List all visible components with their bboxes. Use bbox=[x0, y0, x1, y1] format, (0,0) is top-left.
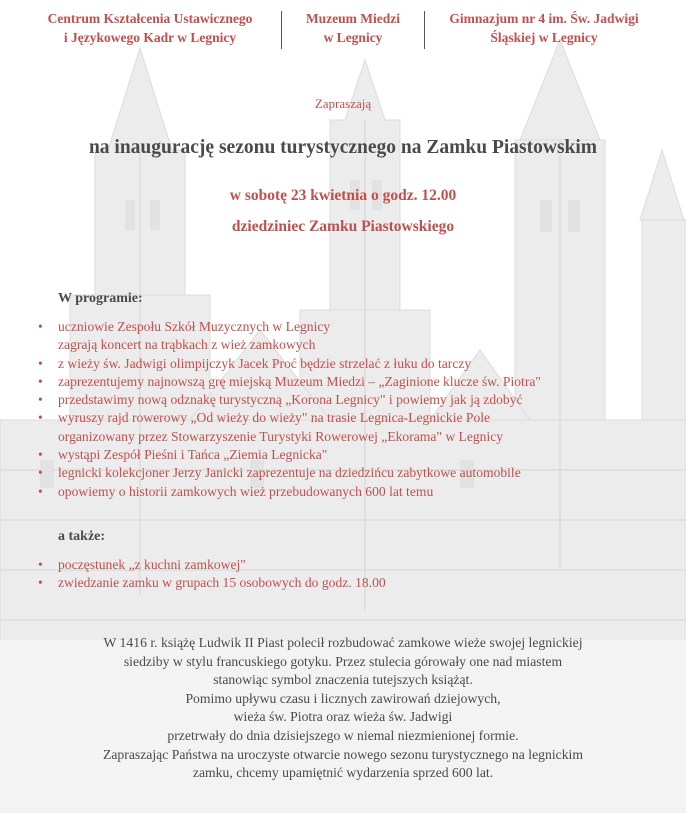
program-item-text: przedstawimy nową odznakę turystyczną „Korona Legnicy" i powiemy jak ją zdobyć bbox=[58, 392, 523, 408]
history-paragraph bbox=[0, 634, 686, 783]
bullet-icon: • bbox=[38, 557, 43, 572]
organizer-gimnazjum-line1: Gimnazjum nr 4 im. Św. Jadwigi bbox=[449, 11, 639, 26]
bullet-icon: • bbox=[38, 483, 43, 499]
event-datetime: w sobotę 23 kwietnia o godz. 12.00 bbox=[229, 187, 457, 204]
program-item bbox=[38, 446, 678, 464]
also-item bbox=[38, 556, 678, 574]
organizer-muzeum-line2: w Legnicy bbox=[323, 30, 383, 45]
event-headline: na inaugurację sezonu turystycznego na Zamku Piastowskim bbox=[88, 137, 598, 158]
header-divider bbox=[424, 11, 425, 49]
also-item-text: zwiedzanie zamku w grupach 15 osobowych do godz. 18.00 bbox=[58, 575, 386, 591]
program-item-text: zaprezentujemy najnowszą grę miejską Muzeum Miedzi – „Zaginione klucze św. Piotra" bbox=[58, 373, 541, 389]
program-item bbox=[38, 391, 678, 409]
program-item-text: wyruszy rajd rowerowy „Od wieży do wieży" na trasie Legnica-Legnickie Pole bbox=[58, 410, 491, 426]
organizer-ckukjk-line2: i Językowego Kadr w Legnicy bbox=[63, 30, 237, 45]
history-line: Zapraszając Państwa na uroczyste otwarcie nowego sezonu turystycznego na legnickim bbox=[102, 746, 584, 762]
event-venue: dziedziniec Zamku Piastowskiego bbox=[231, 218, 455, 235]
program-item bbox=[38, 373, 678, 391]
program-item-text-cont: zagrają koncert na trąbkach z wież zamkowych bbox=[58, 337, 316, 353]
program-item bbox=[38, 355, 678, 373]
program-item bbox=[38, 483, 678, 501]
history-line: Pomimo upływu czasu i licznych zawirowań dziejowych, bbox=[185, 690, 501, 706]
header-divider bbox=[281, 11, 282, 49]
organizer-muzeum-line1: Muzeum Miedzi bbox=[305, 11, 401, 26]
program-heading: W programie: bbox=[58, 291, 143, 306]
history-line: W 1416 r. książę Ludwik II Piast polecił rozbudować zamkowe wieże swojej legnickiej bbox=[103, 635, 583, 650]
also-item-text: poczęstunek „z kuchni zamkowej" bbox=[58, 557, 246, 572]
bullet-icon: • bbox=[38, 355, 43, 371]
organizer-ckukjk-line1: Centrum Kształcenia Ustawicznego bbox=[47, 11, 253, 26]
also-item bbox=[38, 574, 678, 592]
history-line: przetrwały do dnia dzisiejszego w niemal niezmienionej formie. bbox=[167, 727, 519, 743]
program-item bbox=[38, 464, 678, 482]
program-item-text: opowiemy o historii zamkowych wież przebudowanych 600 lat temu bbox=[58, 483, 434, 499]
program-item-text: uczniowie Zespołu Szkół Muzycznych w Legnicy bbox=[58, 319, 331, 334]
program-item-text: wystąpi Zespół Pieśni i Tańca „Ziemia Legnicka" bbox=[58, 447, 328, 463]
invite-text: Zapraszają bbox=[314, 96, 372, 111]
organizer-ckukjk bbox=[22, 9, 278, 47]
history-line: wieża św. Piotra oraz wieża św. Jadwigi bbox=[233, 709, 453, 725]
bullet-icon: • bbox=[38, 447, 43, 463]
program-item bbox=[38, 409, 678, 446]
also-list bbox=[38, 556, 678, 593]
history-line: stanowiąc symbol znaczenia tutejszych książąt. bbox=[213, 672, 473, 688]
organizer-gimnazjum-line2: Śląskiej w Legnicy bbox=[490, 30, 598, 45]
bullet-icon: • bbox=[38, 373, 43, 389]
program-item-text-cont: organizowany przez Stowarzyszenie Turystyki Rowerowej „Ekorama" w Legnicy bbox=[58, 428, 504, 444]
also-heading: a także: bbox=[58, 529, 106, 544]
program-item-text: legnicki kolekcjoner Jerzy Janicki zaprezentuje na dziedzińcu zabytkowe automobile bbox=[58, 465, 521, 481]
history-line: siedziby w stylu francuskiego gotyku. Przez stulecia górowały one nad miastem bbox=[123, 653, 563, 669]
program-list bbox=[38, 318, 678, 501]
bullet-icon: • bbox=[38, 465, 43, 481]
organizer-gimnazjum bbox=[426, 9, 662, 47]
bullet-icon: • bbox=[38, 410, 43, 426]
program-item-text: z wieży św. Jadwigi olimpijczyk Jacek Proć będzie strzelać z łuku do tarczy bbox=[58, 355, 472, 371]
bullet-icon: • bbox=[38, 319, 43, 334]
bullet-icon: • bbox=[38, 575, 43, 591]
history-line: zamku, chcemy upamiętnić wydarzenia sprzed 600 lat. bbox=[192, 765, 494, 781]
bullet-icon: • bbox=[38, 392, 43, 408]
organizers-header bbox=[0, 9, 686, 49]
program-item bbox=[38, 318, 678, 355]
organizer-muzeum-miedzi bbox=[283, 9, 423, 47]
